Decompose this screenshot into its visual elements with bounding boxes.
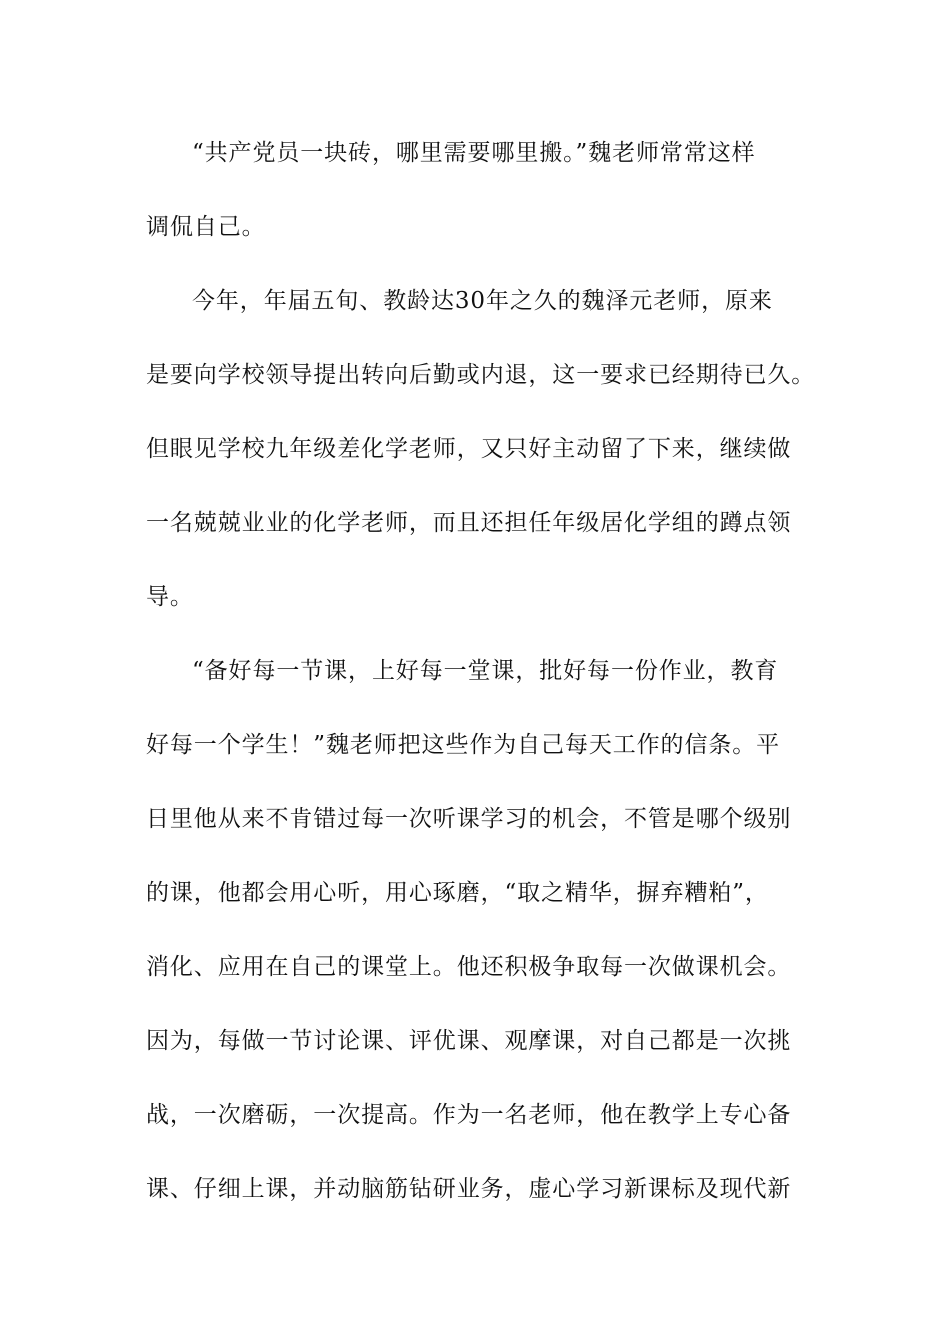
paragraph-line: 是要向学校领导提出转向后勤或内退，这一要求已经期待已久。 [146,362,816,388]
paragraph-line: 消化、应用在自己的课堂上。他还积极争取每一次做课机会。 [146,954,792,980]
paragraph-line: 战，一次磨砺，一次提高。作为一名老师，他在教学上专心备 [146,1102,792,1128]
paragraph-line: 导。 [146,584,194,610]
paragraph-line: 但眼见学校九年级差化学老师，又只好主动留了下来，继续做 [146,436,792,462]
paragraph-line: 今年，年届五旬、教龄达30年之久的魏泽元老师，原来 [192,288,773,314]
paragraph-line: “共产党员一块砖，哪里需要哪里搬。”魏老师常常这样 [192,140,756,166]
paragraph-line: 一名兢兢业业的化学老师，而且还担任年级居化学组的蹲点领 [146,510,792,536]
paragraph-line: 调侃自己。 [146,214,266,240]
paragraph-line: “备好每一节课，上好每一堂课，批好每一份作业，教育 [192,658,779,684]
paragraph-line: 的课，他都会用心听，用心琢磨，“取之精华，摒弃糟粕”， [146,880,769,906]
paragraph-line: 好每一个学生！”魏老师把这些作为自己每天工作的信条。平 [146,732,781,758]
paragraph-line: 因为，每做一节讨论课、评优课、观摩课，对自己都是一次挑 [146,1028,792,1054]
paragraph-line: 课、仔细上课，并动脑筋钻研业务，虚心学习新课标及现代新 [146,1176,792,1202]
paragraph-line: 日里他从来不肯错过每一次听课学习的机会，不管是哪个级别 [146,806,792,832]
